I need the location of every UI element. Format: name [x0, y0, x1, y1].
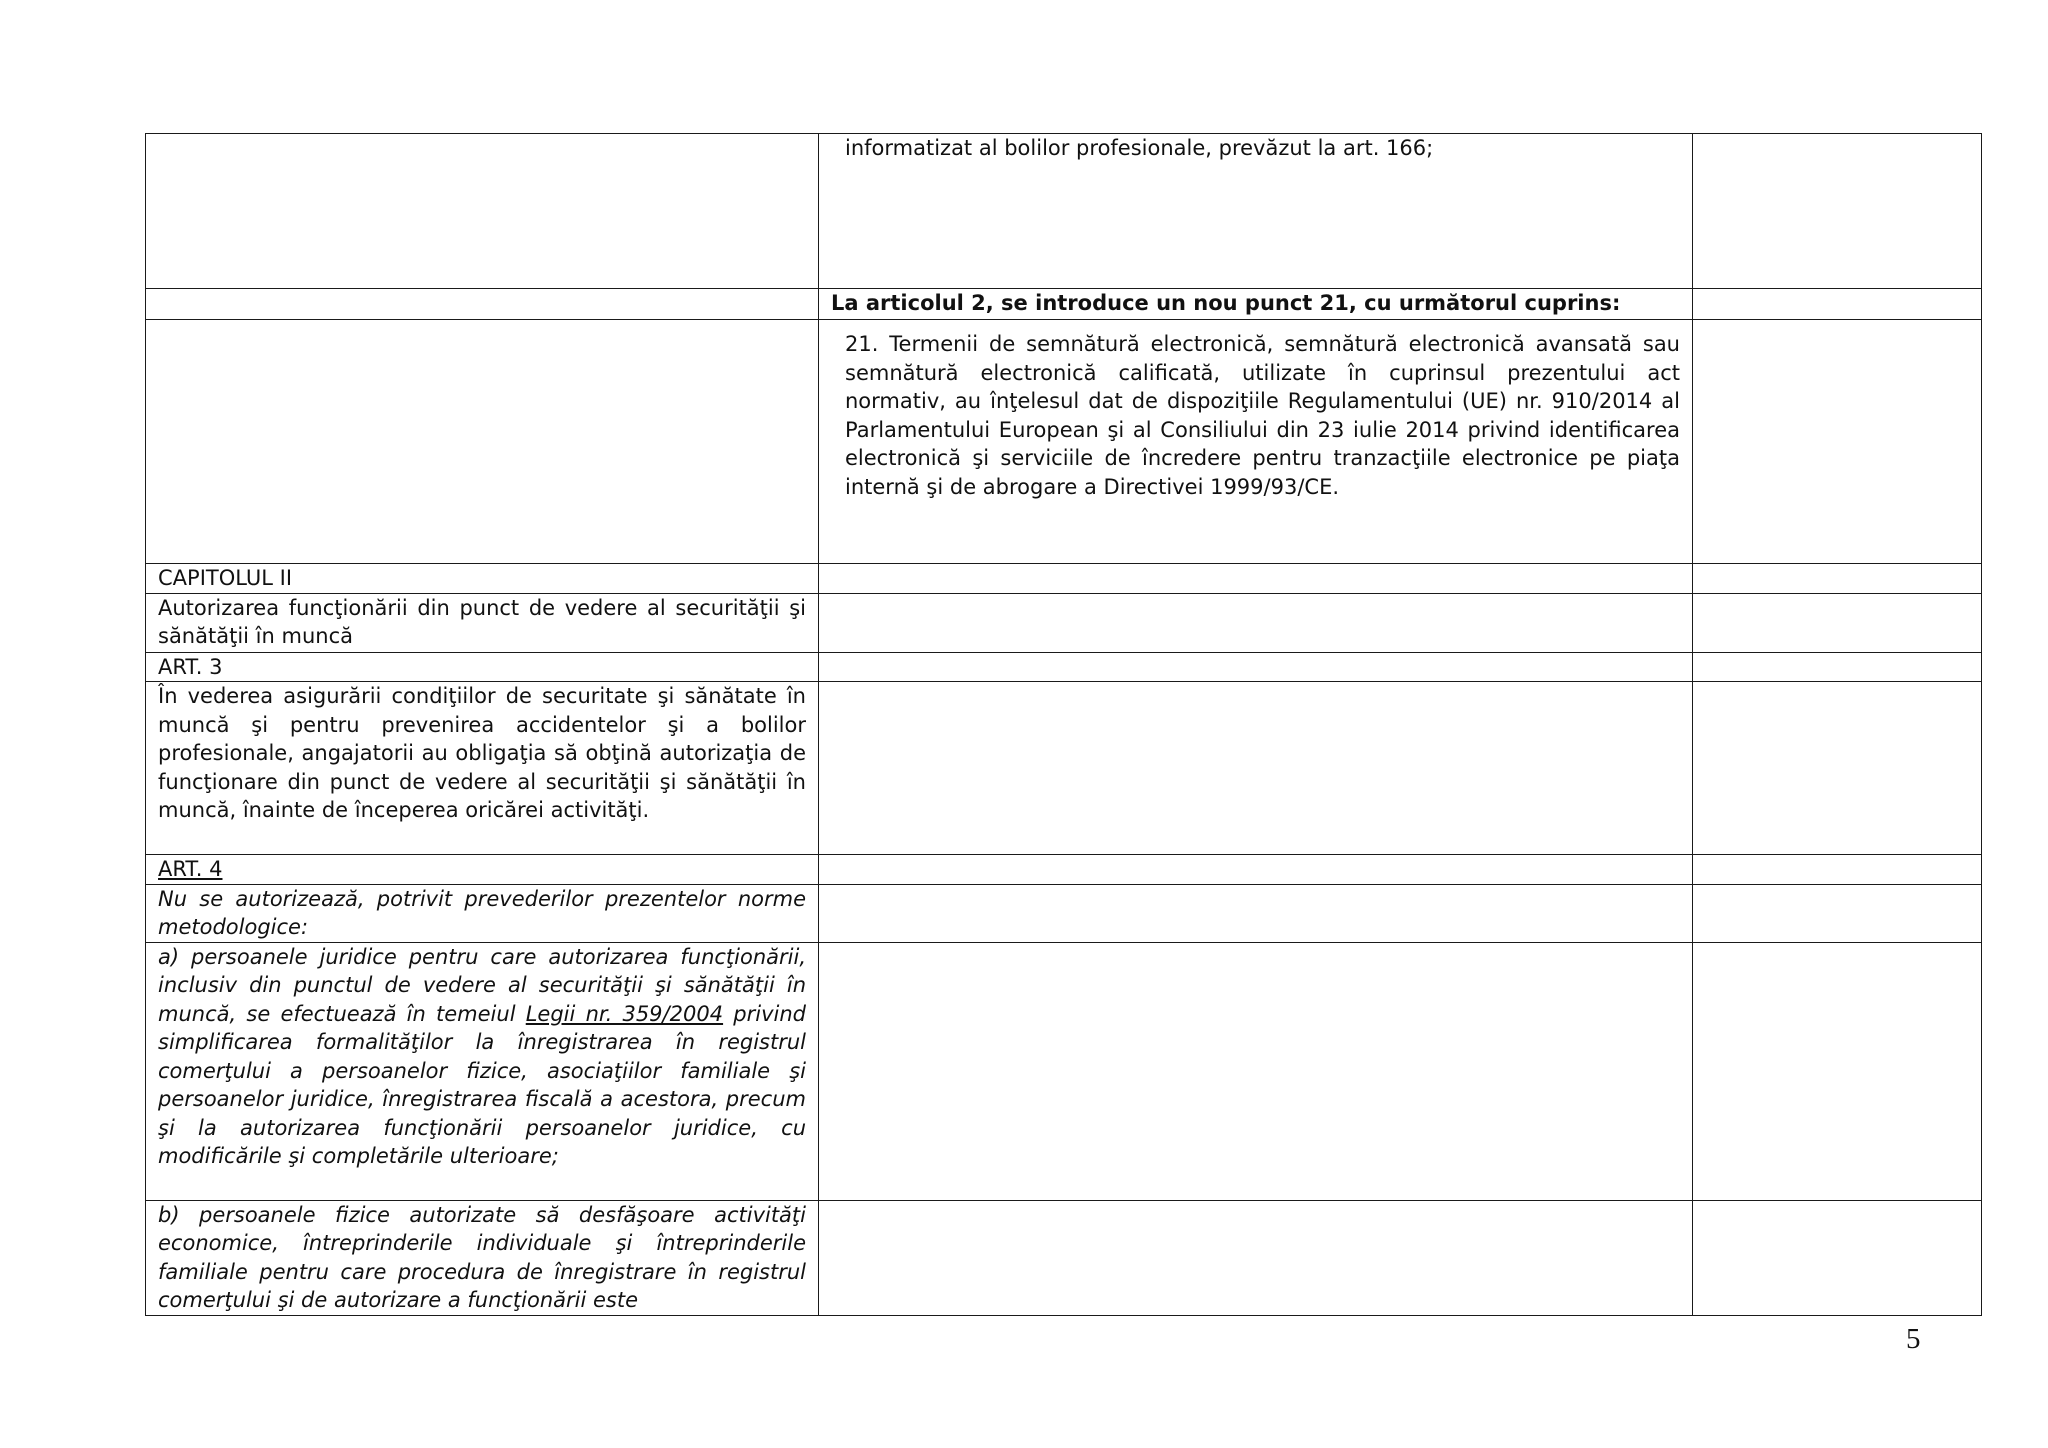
- page-number: 5: [1906, 1323, 1921, 1355]
- law-reference-link[interactable]: Legii nr. 359/2004: [525, 1001, 724, 1026]
- cell-law-text: În vederea asigurării condiţiilor de securitate şi sănătate în muncă şi pentru prevenirea accidentelor şi a bolilor profesionale, angajatorii au obligaţia să obţină autorizaţia de funcţionare din punct de vedere al securităţii şi sănătăţii în muncă, înainte de începerea oricărei activităţi.: [146, 682, 819, 855]
- table-row: [146, 652, 1982, 682]
- cell-amendment: [819, 942, 1693, 1200]
- cell-amendment: [819, 593, 1693, 652]
- cell-amendment-heading: La articolul 2, se introduce un nou punct 21, cu următorul cuprins:: [819, 289, 1693, 320]
- cell-amendment: [819, 564, 1693, 594]
- cell-article-heading: ART. 3: [146, 652, 819, 682]
- cell-amendment: [819, 1200, 1693, 1315]
- cell-notes: [1693, 884, 1982, 942]
- cell-amendment: [819, 884, 1693, 942]
- cell-article-heading: ART. 4: [146, 855, 819, 885]
- cell-notes: [1693, 1200, 1982, 1315]
- table-row: [146, 855, 1982, 885]
- cell-law-text: Nu se autorizează, potrivit prevederilor prezentelor norme metodologice:: [146, 884, 819, 942]
- cell-notes: [1693, 855, 1982, 885]
- content-table: [145, 133, 1982, 1316]
- cell-notes: [1693, 134, 1982, 289]
- table-row: [146, 320, 1982, 564]
- cell-amendment: 21. Termenii de semnătură electronică, semnătură electronică avansată sau semnătură electronică calificată, utilizate în cuprinsul prezentului act normativ, au înţelesul dat de dispoziţiile Regulamentului (UE) nr. 910/2014 al Parlamentului European şi al Consiliului din 23 iulie 2014 privind identificarea electronică şi serviciile de încredere pentru tranzacţiile electronice pe piaţa internă şi de abrogare a Directivei 1999/93/CE.: [819, 320, 1693, 564]
- cell-law-text: b) persoanele fizice autorizate să desfăşoare activităţi economice, întreprinderile individuale şi întreprinderile familiale pentru care procedura de înregistrare în registrul comerţului şi de autorizare a funcţionării este: [146, 1200, 819, 1315]
- table-row: [146, 942, 1982, 1200]
- cell-amendment: [819, 682, 1693, 855]
- cell-notes: [1693, 593, 1982, 652]
- table-row: [146, 134, 1982, 289]
- cell-notes: [1693, 564, 1982, 594]
- cell-chapter-heading: CAPITOLUL II: [146, 564, 819, 594]
- cell-law-text: [146, 320, 819, 564]
- table-row: [146, 884, 1982, 942]
- cell-notes: [1693, 320, 1982, 564]
- cell-notes: [1693, 652, 1982, 682]
- table-row: [146, 564, 1982, 594]
- cell-amendment: [819, 652, 1693, 682]
- cell-notes: [1693, 682, 1982, 855]
- cell-chapter-title: Autorizarea funcţionării din punct de vedere al securităţii şi sănătăţii în muncă: [146, 593, 819, 652]
- cell-law-text: [146, 134, 819, 289]
- table-row: [146, 593, 1982, 652]
- cell-notes: [1693, 289, 1982, 320]
- cell-amendment: [819, 855, 1693, 885]
- text-segment: privind simplificarea formalităţilor la înregistrarea în registrul comerţului a persoanelor fizice, asociaţiilor familiale şi persoanelor juridice, înregistrarea fiscală a acestora, precum şi la autorizarea funcţionării persoanelor juridice, cu modificările şi completările ulterioare;: [158, 1001, 806, 1168]
- table-row: [146, 1200, 1982, 1315]
- text-segment: a) persoanele juridice pentru care autorizarea funcţionării, inclusiv din punctul de vedere al securităţii şi sănătăţii în muncă, se efectuează în temeiul: [158, 944, 806, 1026]
- cell-law-text: [146, 289, 819, 320]
- cell-notes: [1693, 942, 1982, 1200]
- cell-amendment: informatizat al bolilor profesionale, prevăzut la art. 166;: [819, 134, 1693, 289]
- cell-law-text: [146, 942, 819, 1200]
- table-row: [146, 682, 1982, 855]
- table-row: [146, 289, 1982, 320]
